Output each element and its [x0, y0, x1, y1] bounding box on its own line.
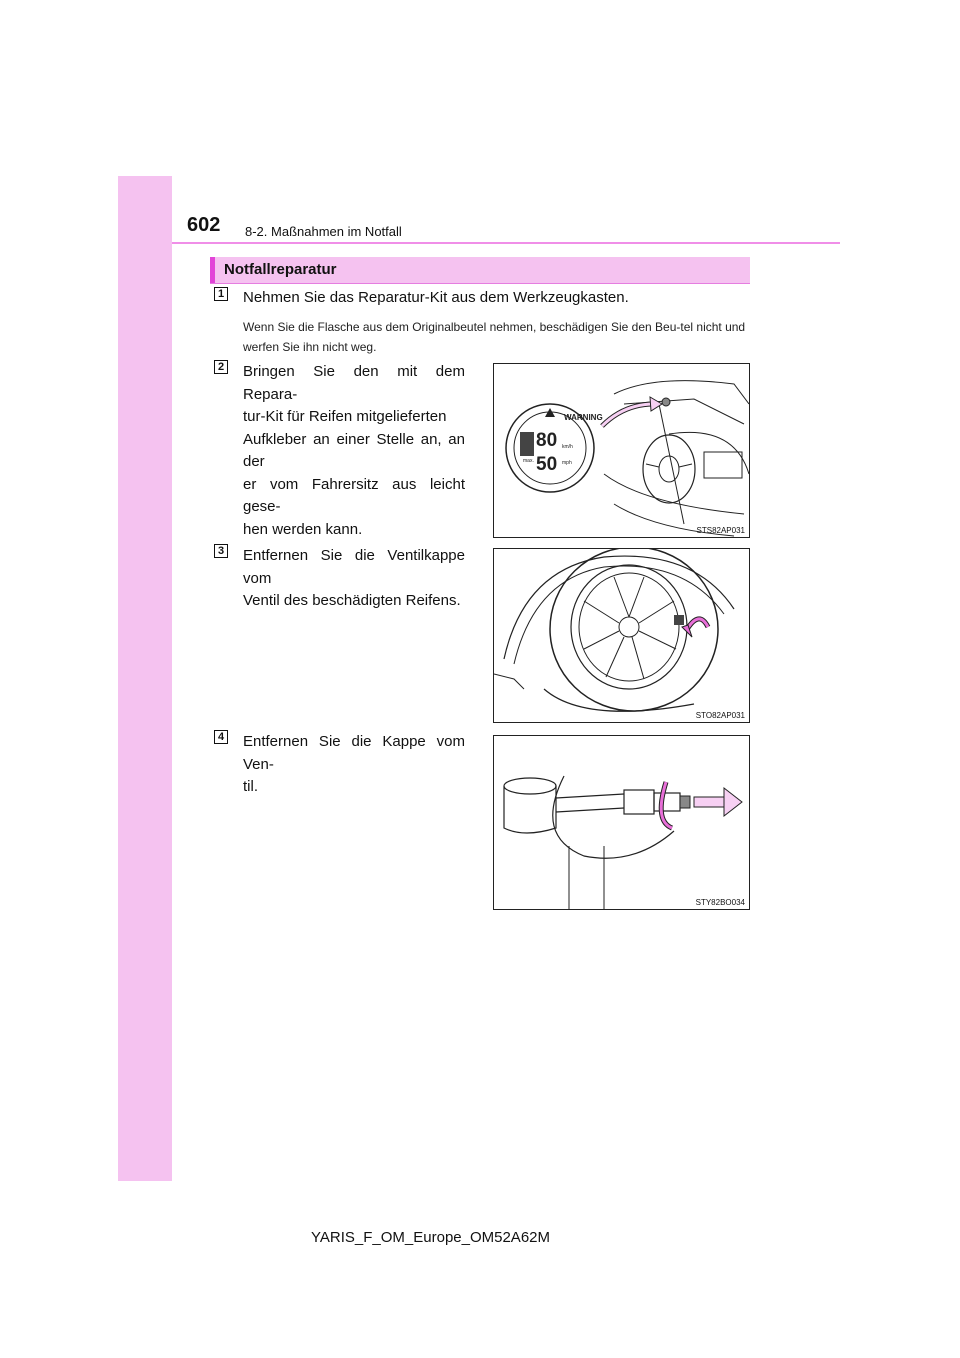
- header-divider: [172, 242, 840, 244]
- step-4-text: [243, 731, 465, 799]
- step-1-text: Nehmen Sie das Reparatur-Kit aus dem Werkzeugkasten.: [243, 289, 629, 306]
- step-4-line: til.: [243, 778, 258, 795]
- sticker-unit-mph: mph: [562, 460, 572, 466]
- step-3-line: Ventil des beschädigten Reifens.: [243, 592, 461, 609]
- chapter-sidebar-tab: [118, 176, 172, 1181]
- step-1-number: 1: [214, 287, 228, 301]
- figure-remove-cap: [493, 735, 750, 910]
- step-3-text: [243, 545, 465, 613]
- figure-code: STO82AP031: [695, 711, 745, 720]
- footer-doc-id: YARIS_F_OM_Europe_OM52A62M: [311, 1229, 550, 1246]
- section-heading-accent: [210, 257, 215, 283]
- valve-cap-illustration: [494, 549, 749, 722]
- sticker-placement-illustration: [494, 364, 749, 537]
- step-4-number: 4: [214, 730, 228, 744]
- figure-valve-cap: [493, 548, 750, 723]
- step-2-line: Aufkleber an einer Stelle an, an der: [243, 430, 465, 470]
- figure-sticker-placement: [493, 363, 750, 538]
- sticker-unit-kmh: km/h: [562, 444, 573, 450]
- step-2-line: er vom Fahrersitz aus leicht gese-: [243, 475, 465, 515]
- sticker-warning: WARNING: [564, 413, 603, 422]
- step-2-line: hen werden kann.: [243, 520, 363, 538]
- sticker-speed-kmh: 80: [536, 430, 558, 451]
- section-heading-box: [210, 257, 750, 284]
- page-number: 602: [187, 214, 221, 236]
- section-title: 8-2. Maßnahmen im Notfall: [245, 224, 402, 239]
- figure-code: STS82AP031: [696, 526, 745, 535]
- sticker-speed-mph: 50: [536, 454, 558, 475]
- step-2-text: [243, 361, 465, 541]
- step-2-number: 2: [214, 360, 228, 374]
- remove-cap-illustration: [494, 736, 749, 909]
- sticker-max: max.: [523, 458, 534, 464]
- step-3-line: Entfernen Sie die Ventilkappe vom: [243, 547, 465, 587]
- step-1-note: Wenn Sie die Flasche aus dem Originalbeutel nehmen, beschädigen Sie den Beu-tel nicht und werfen Sie ihn nicht weg.: [243, 320, 746, 354]
- step-2-line: Bringen Sie den mit dem Repara-: [243, 363, 465, 403]
- step-2-line: tur-Kit für Reifen mitgelieferten: [243, 408, 447, 425]
- section-heading: Notfallreparatur: [224, 261, 337, 278]
- step-4-line: Entfernen Sie die Kappe vom Ven-: [243, 733, 465, 773]
- step-3-number: 3: [214, 544, 228, 558]
- figure-code: STY82BO034: [695, 898, 745, 907]
